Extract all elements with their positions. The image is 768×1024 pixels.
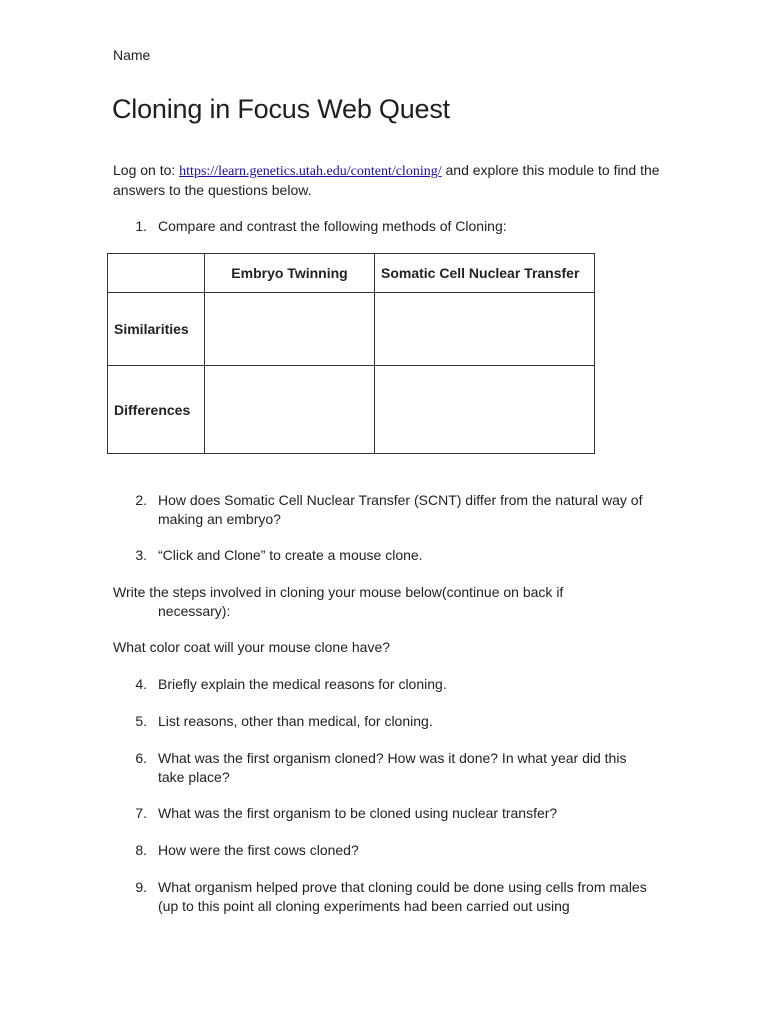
row-label-differences: Differences: [108, 366, 205, 454]
steps-line-1: Write the steps involved in cloning your mouse below(continue on back if: [113, 584, 564, 600]
question-number: 1.: [135, 218, 147, 234]
intro-suffix: and explore this module to find the answers to the questions below.: [113, 162, 660, 198]
question-number: 6.: [135, 750, 147, 766]
question-8: [113, 841, 673, 861]
table-header-row: [108, 254, 595, 293]
question-text: What was the first organism cloned? How was it done? In what year did this take place?: [158, 750, 627, 785]
question-text: Compare and contrast the following methods of Cloning:: [158, 218, 507, 234]
question-number: 9.: [135, 879, 147, 895]
header-embryo-twinning: Embryo Twinning: [205, 254, 375, 293]
question-number: 4.: [135, 676, 147, 692]
row-label-similarities: Similarities: [108, 293, 205, 366]
question-number: 2.: [135, 492, 147, 508]
steps-instruction: [113, 583, 673, 621]
cloning-module-link[interactable]: https://learn.genetics.utah.edu/content/cloning/: [179, 164, 442, 179]
header-scnt: Somatic Cell Nuclear Transfer: [375, 254, 595, 293]
table-row-similarities: [108, 293, 595, 366]
question-5: [113, 712, 673, 732]
answer-cell-differences-scnt[interactable]: [375, 366, 595, 454]
steps-line-2: necessary):: [158, 603, 231, 619]
question-text: Briefly explain the medical reasons for cloning.: [158, 676, 447, 692]
question-text: What organism helped prove that cloning could be done using cells from males (up to this point all cloning experiments had been carried out using: [158, 879, 647, 914]
question-text: How were the first cows cloned?: [158, 842, 359, 858]
coat-color-question: What color coat will your mouse clone have?: [113, 639, 391, 655]
comparison-table: [107, 253, 595, 454]
table-corner-cell: [108, 254, 205, 293]
intro-prefix: Log on to:: [113, 162, 180, 178]
answer-cell-differences-twinning[interactable]: [205, 366, 375, 454]
question-number: 5.: [135, 713, 147, 729]
question-text: How does Somatic Cell Nuclear Transfer (SCNT) differ from the natural way of making an embryo?: [158, 492, 643, 527]
question-7: [113, 804, 673, 824]
question-text: List reasons, other than medical, for cloning.: [158, 713, 433, 729]
table-row-differences: [108, 366, 595, 454]
answer-cell-similarities-twinning[interactable]: [205, 293, 375, 366]
question-text: “Click and Clone” to create a mouse clone.: [158, 547, 423, 563]
answer-cell-similarities-scnt[interactable]: [375, 293, 595, 366]
name-label: Name: [113, 47, 151, 63]
question-1: [113, 217, 673, 237]
intro-paragraph: [113, 161, 673, 199]
question-number: 8.: [135, 842, 147, 858]
question-4: [113, 675, 673, 695]
question-number: 7.: [135, 805, 147, 821]
question-6: [113, 749, 673, 789]
question-number: 3.: [135, 547, 147, 563]
question-3: [113, 546, 673, 566]
question-2: [113, 491, 673, 531]
page-title: Cloning in Focus Web Quest: [112, 94, 450, 124]
question-text: What was the first organism to be cloned using nuclear transfer?: [158, 805, 558, 821]
question-9: [113, 878, 673, 918]
